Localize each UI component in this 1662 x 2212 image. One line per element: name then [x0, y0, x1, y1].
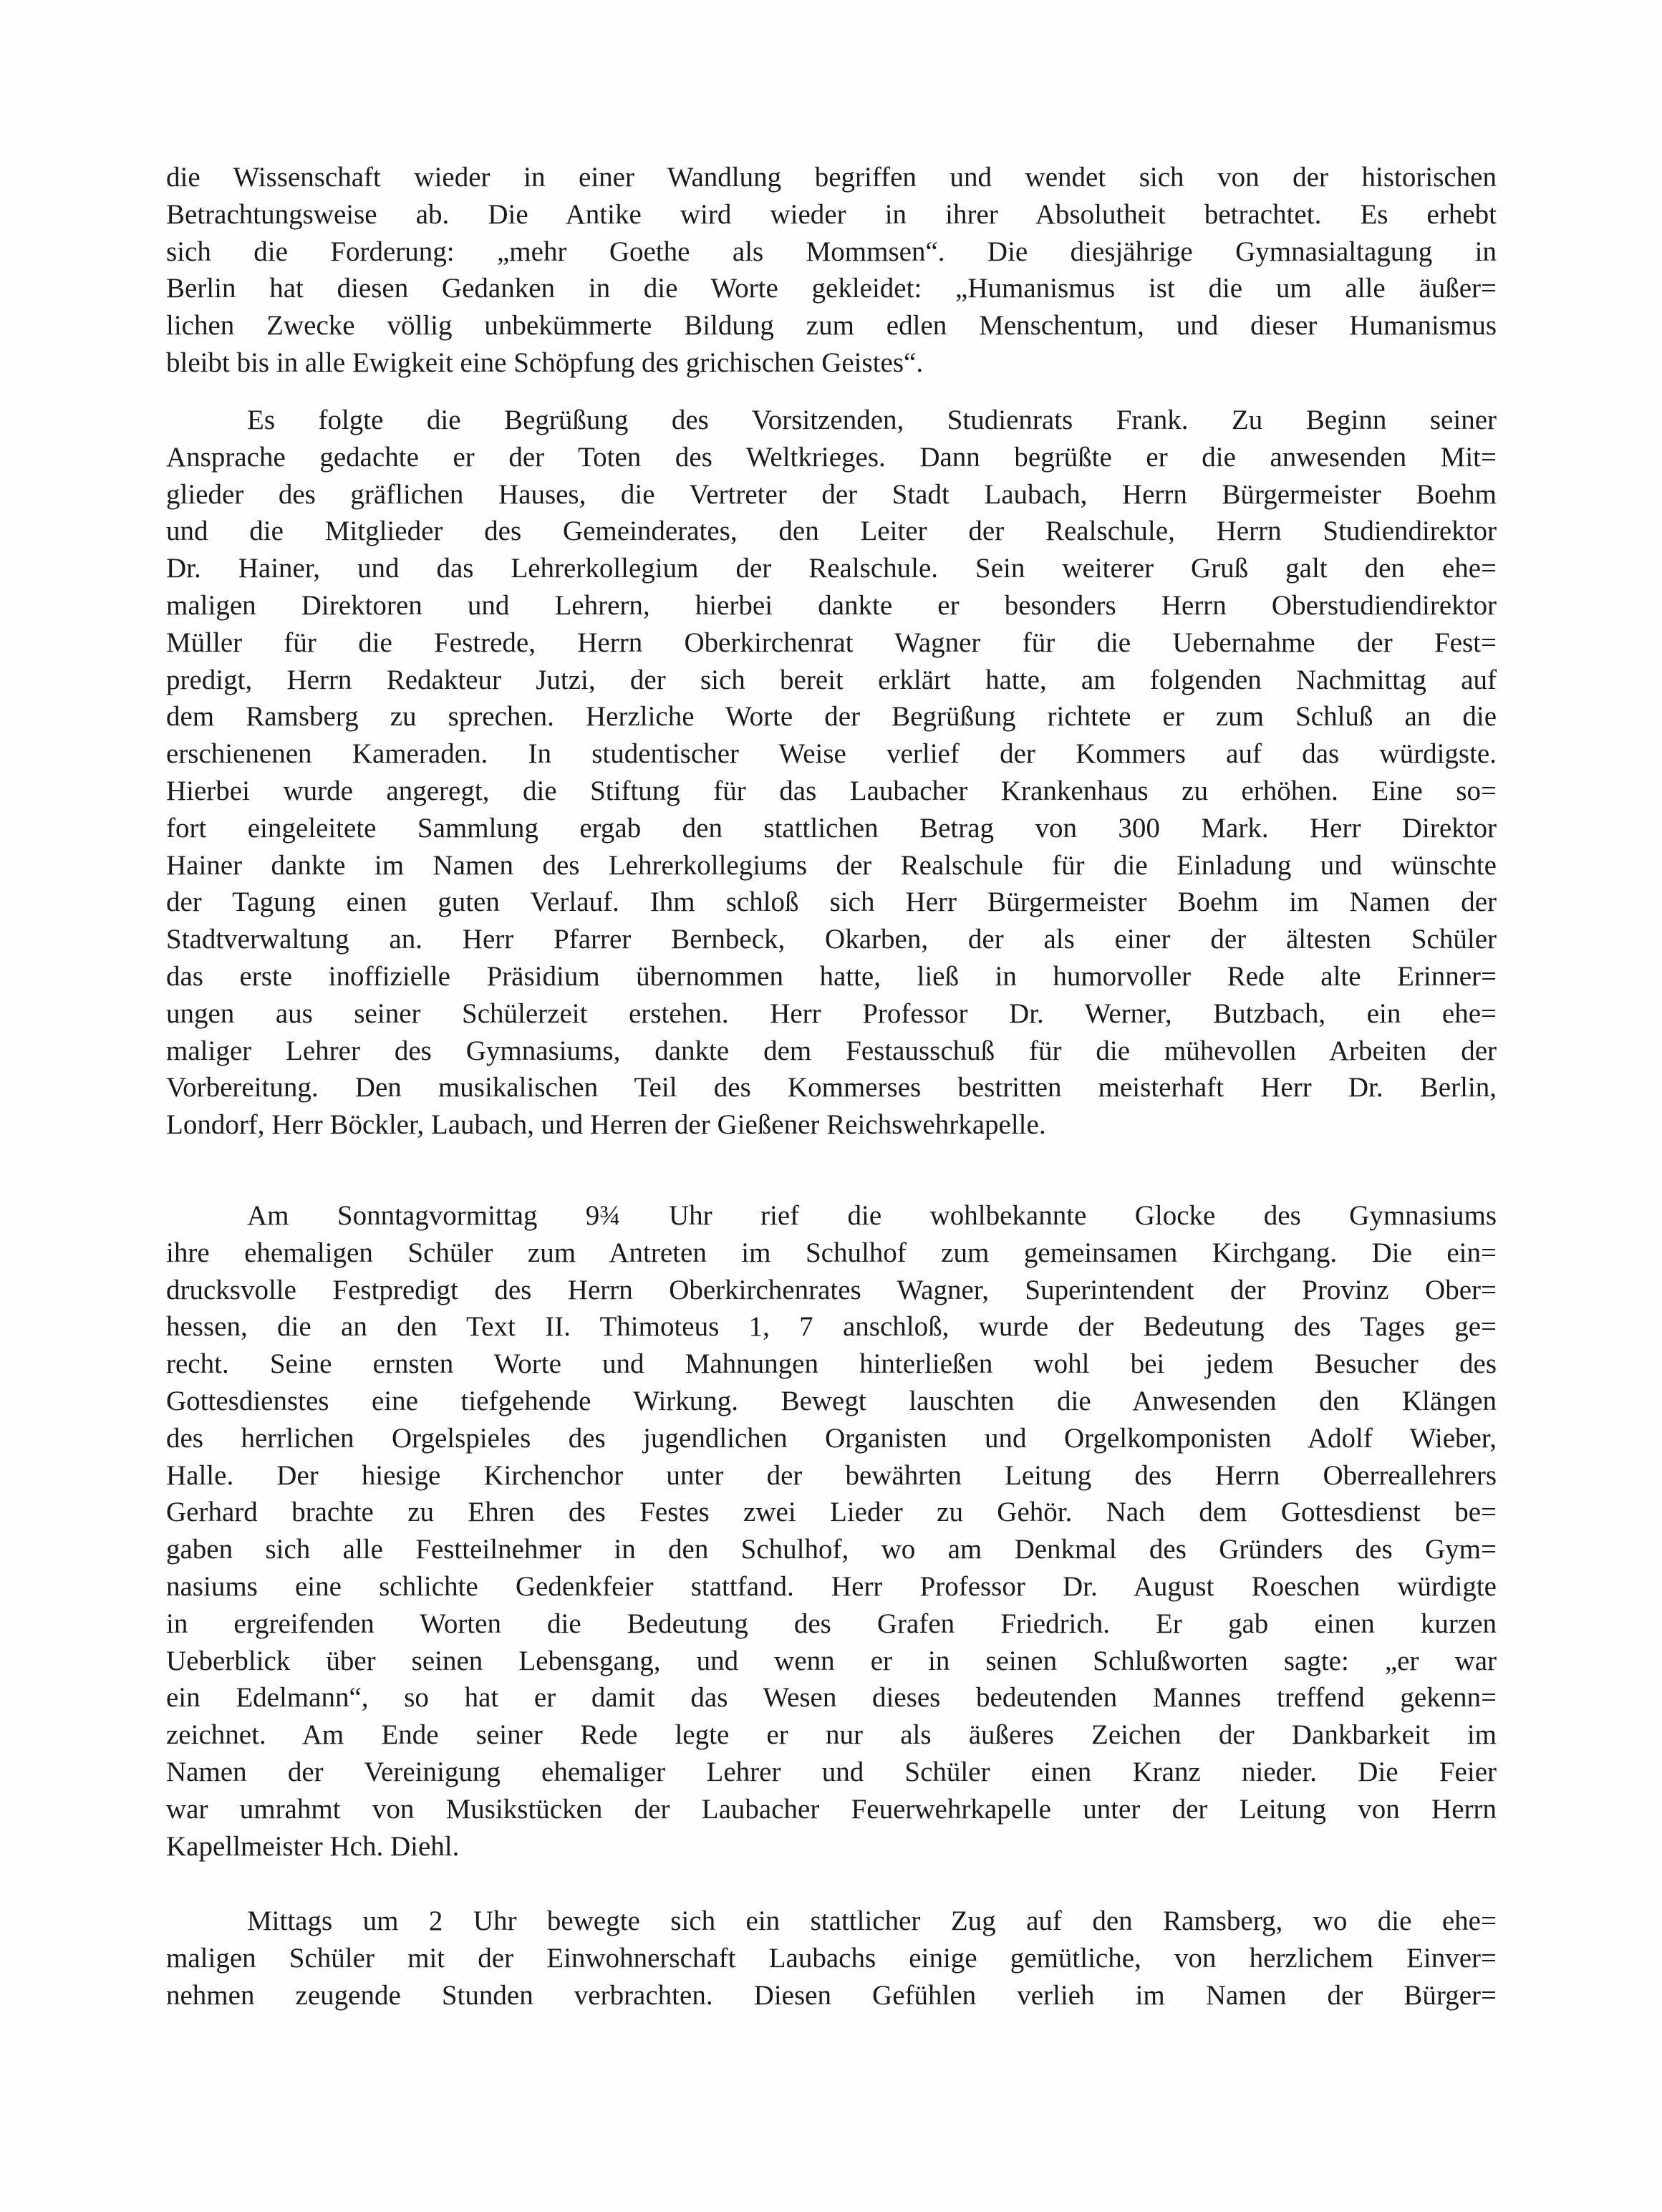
text-line: Dr. Hainer, und das Lehrerkollegium der Realschule. Sein weiterer Gruß galt den ehe=	[166, 553, 1497, 584]
text-line: nasiums eine schlichte Gedenkfeier stattfand. Herr Professor Dr. August Roeschen würdigte	[166, 1570, 1497, 1602]
text-line: predigt, Herrn Redakteur Jutzi, der sich bereit erklärt hatte, am folgenden Nachmittag auf	[166, 664, 1497, 695]
text-line: Ansprache gedachte er der Toten des Weltkrieges. Dann begrüßte er die anwesenden Mit=	[166, 441, 1497, 473]
text-line: fort eingeleitete Sammlung ergab den stattlichen Betrag von 300 Mark. Herr Direktor	[166, 812, 1497, 844]
text-line: gaben sich alle Festteilnehmer in den Schulhof, wo am Denkmal des Gründers des Gym=	[166, 1534, 1497, 1565]
text-line: ihre ehemaligen Schüler zum Antreten im Schulhof zum gemeinsamen Kirchgang. Die ein=	[166, 1237, 1497, 1268]
text-line: der Tagung einen guten Verlauf. Ihm schloß sich Herr Bürgermeister Boehm im Namen der	[166, 887, 1497, 918]
text-line: ungen aus seiner Schülerzeit erstehen. Herr Professor Dr. Werner, Butzbach, ein ehe=	[166, 998, 1497, 1029]
paragraph	[166, 1197, 1497, 1865]
text-line: Halle. Der hiesige Kirchenchor unter der bewährten Leitung des Herrn Oberreallehrers	[166, 1459, 1497, 1491]
text-line: Gottesdienstes eine tiefgehende Wirkung. Bewegt lauschten die Anwesenden den Klängen	[166, 1385, 1497, 1416]
text-line: ein Edelmann“, so hat er damit das Wesen dieses bedeutenden Mannes treffend gekenn=	[166, 1682, 1497, 1714]
text-line: Londorf, Herr Böckler, Laubach, und Herren der Gießener Reichswehrkapelle.	[166, 1109, 1046, 1141]
paragraph	[166, 1903, 1497, 2014]
text-line: dem Ramsberg zu sprechen. Herzliche Worte der Begrüßung richtete er zum Schluß an die	[166, 701, 1497, 733]
text-line: Hierbei wurde angeregt, die Stiftung für das Laubacher Krankenhaus zu erhöhen. Eine so=	[166, 775, 1497, 806]
text-line: maligen Direktoren und Lehrern, hierbei dankte er besonders Herrn Oberstudiendirektor	[166, 589, 1497, 621]
text-line: in ergreifenden Worten die Bedeutung des Grafen Friedrich. Er gab einen kurzen	[166, 1608, 1497, 1639]
text-line: recht. Seine ernsten Worte und Mahnungen hinterließen wohl bei jedem Besucher des	[166, 1348, 1497, 1380]
text-line: hessen, die an den Text II. Thimoteus 1, 7 anschloß, wurde der Bedeutung des Tages ge=	[166, 1311, 1497, 1343]
paragraph	[166, 159, 1497, 382]
text-line: Kapellmeister Hch. Diehl.	[166, 1830, 460, 1862]
text-line: Ueberblick über seinen Lebensgang, und wenn er in seinen Schlußworten sagte: „er war	[166, 1645, 1497, 1676]
text-line: zeichnet. Am Ende seiner Rede legte er nur als äußeres Zeichen der Dankbarkeit im	[166, 1719, 1497, 1751]
paragraph	[166, 402, 1497, 1144]
text-line: Namen der Vereinigung ehemaliger Lehrer und Schüler einen Kranz nieder. Die Feier	[166, 1756, 1497, 1787]
text-line: war umrahmt von Musikstücken der Laubacher Feuerwehrkapelle unter der Leitung von Herrn	[166, 1793, 1497, 1825]
text-line: und die Mitglieder des Gemeinderates, den Leiter der Realschule, Herrn Studiendirektor	[166, 516, 1497, 547]
text-line: erschienenen Kameraden. In studentischer Weise verlief der Kommers auf das würdigste.	[166, 738, 1497, 770]
text-line: sich die Forderung: „mehr Goethe als Mommsen“. Die diesjährige Gymnasialtagung in	[166, 236, 1497, 267]
text-line: Gerhard brachte zu Ehren des Festes zwei Lieder zu Gehör. Nach dem Gottesdienst be=	[166, 1497, 1497, 1528]
text-line: Vorbereitung. Den musikalischen Teil des Kommerses bestritten meisterhaft Herr Dr. Berlin,	[166, 1072, 1497, 1103]
text-line: lichen Zwecke völlig unbekümmerte Bildung zum edlen Menschentum, und dieser Humanismus	[166, 310, 1497, 342]
text-line: Hainer dankte im Namen des Lehrerkollegiums der Realschule für die Einladung und wünschte	[166, 849, 1497, 881]
text-line: Berlin hat diesen Gedanken in die Worte gekleidet: „Humanismus ist die um alle äußer=	[166, 273, 1497, 304]
text-line: Betrachtungsweise ab. Die Antike wird wieder in ihrer Absolutheit betrachtet. Es erhebt	[166, 198, 1497, 230]
text-line: das erste inoffizielle Präsidium übernommen hatte, ließ in humorvoller Rede alte Erinner=	[166, 960, 1497, 992]
text-line: drucksvolle Festpredigt des Herrn Oberkirchenrates Wagner, Superintendent der Provinz Ober=	[166, 1274, 1497, 1305]
text-line: nehmen zeugende Stunden verbrachten. Diesen Gefühlen verlieh im Namen der Bürger=	[166, 1979, 1497, 2011]
text-line: Am Sonntagvormittag 9¾ Uhr rief die wohlbekannte Glocke des Gymnasiums	[247, 1200, 1497, 1231]
text-line: Mittags um 2 Uhr bewegte sich ein stattlicher Zug auf den Ramsberg, wo die ehe=	[247, 1906, 1497, 1936]
text-line: Es folgte die Begrüßung des Vorsitzenden, Studienrats Frank. Zu Beginn seiner	[247, 405, 1497, 435]
text-line: maligen Schüler mit der Einwohnerschaft Laubachs einige gemütliche, von herzlichem Einver=	[166, 1942, 1497, 1974]
text-line: Müller für die Festrede, Herrn Oberkirchenrat Wagner für die Uebernahme der Fest=	[166, 627, 1497, 658]
text-line: bleibt bis in alle Ewigkeit eine Schöpfung des grichischen Geistes“.	[166, 347, 924, 378]
text-line: des herrlichen Orgelspieles des jugendlichen Organisten und Orgelkomponisten Adolf Wieber,	[166, 1422, 1497, 1454]
text-line: die Wissenschaft wieder in einer Wandlung begriffen und wendet sich von der historischen	[166, 162, 1497, 193]
text-line: Stadtverwaltung an. Herr Pfarrer Bernbeck, Okarben, der als einer der ältesten Schüler	[166, 924, 1497, 955]
text-line: glieder des gräflichen Hauses, die Vertreter der Stadt Laubach, Herrn Bürgermeister Boehm	[166, 478, 1497, 510]
text-line: maliger Lehrer des Gymnasiums, dankte dem Festausschuß für die mühevollen Arbeiten der	[166, 1035, 1497, 1066]
